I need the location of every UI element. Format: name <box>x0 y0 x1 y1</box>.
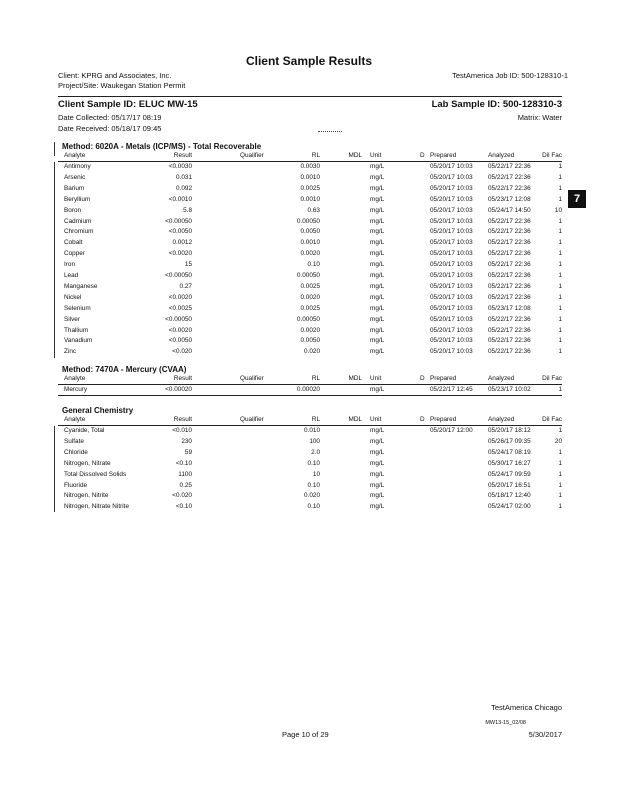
rl-cell: 0.00050 <box>296 217 320 225</box>
table-row <box>58 326 562 336</box>
unit-cell: mg/L <box>370 459 385 467</box>
footer-lab: TestAmerica Chicago <box>491 703 562 712</box>
rl-cell: 0.00050 <box>296 272 320 279</box>
rl-cell: 0.010 <box>304 427 320 434</box>
prepared-cell: 05/20/17 10:03 <box>430 348 473 356</box>
analyte-cell: Nitrogen, Nitrite <box>64 492 109 500</box>
result-cell: <0.010 <box>172 427 192 434</box>
table-row <box>58 227 562 237</box>
analyzed-cell: 05/22/17 22:36 <box>488 217 531 225</box>
analyte-cell: Selenium <box>64 304 91 312</box>
result-cell: 1100 <box>178 470 192 478</box>
result-cell: 0.092 <box>176 184 192 192</box>
prepared-cell: 05/20/17 10:03 <box>430 315 473 323</box>
result-cell: 15 <box>184 261 192 269</box>
unit-cell: mg/L <box>370 206 385 214</box>
prepared-cell: 05/20/17 10:03 <box>430 272 473 279</box>
analyte-cell: Boron <box>64 206 82 214</box>
dil-cell: 1 <box>558 195 562 203</box>
dil-cell: 1 <box>558 163 562 170</box>
page-title: Client Sample Results <box>245 54 373 68</box>
footer-code: MW13-15_02/08 <box>485 720 526 726</box>
analyte-cell: Copper <box>64 250 85 258</box>
metals-column-header: Analyte Result Qualifier RL MDL Unit D Prepared Analyzed Dil Fac <box>64 152 562 159</box>
prepared-cell: 05/20/17 10:03 <box>430 282 473 290</box>
dil-cell: 1 <box>558 448 562 456</box>
table-row <box>58 206 562 216</box>
result-cell: 0.25 <box>179 481 192 489</box>
unit-cell: mg/L <box>370 481 385 489</box>
unit-cell: mg/L <box>370 304 385 312</box>
prepared-cell: 05/20/17 10:03 <box>430 239 473 247</box>
analyte-cell: Lead <box>64 272 79 279</box>
result-cell: 0.27 <box>179 282 192 290</box>
table-row <box>58 271 562 281</box>
result-cell: 5.8 <box>183 206 192 214</box>
general-column-header: Analyte Result Qualifier RL MDL Unit D Prepared Analyzed Dil Fac <box>64 416 562 423</box>
table-row <box>58 336 562 346</box>
analyzed-cell: 05/23/17 10:02 <box>488 386 531 393</box>
unit-cell: mg/L <box>370 492 385 500</box>
table-row <box>58 502 562 512</box>
analyte-cell: Chromium <box>64 228 94 236</box>
analyzed-cell: 05/24/17 09:59 <box>488 470 531 478</box>
unit-cell: mg/L <box>370 315 385 323</box>
analyzed-cell: 05/22/17 22:36 <box>488 261 531 269</box>
prepared-cell: 05/20/17 10:03 <box>430 337 473 345</box>
prepared-cell: 05/20/17 10:03 <box>430 326 473 334</box>
footer-date: 5/30/2017 <box>528 730 562 739</box>
dil-cell: 1 <box>558 272 562 279</box>
unit-cell: mg/L <box>370 173 385 181</box>
section-tab: 7 <box>568 190 586 208</box>
table-row <box>58 162 562 172</box>
mercury-method-title: Method: 7470A - Mercury (CVAA) <box>62 365 187 374</box>
analyzed-cell: 05/22/17 22:36 <box>488 326 531 334</box>
analyzed-cell: 05/22/17 22:36 <box>488 239 531 247</box>
dil-cell: 1 <box>558 427 562 434</box>
dil-cell: 1 <box>558 304 562 312</box>
prepared-cell: 05/20/17 12:00 <box>430 427 473 434</box>
rl-cell: 0.10 <box>307 261 320 269</box>
analyte-cell: Nickel <box>64 293 82 301</box>
analyte-cell: Arsenic <box>64 173 86 181</box>
analyzed-cell: 05/26/17 09:35 <box>488 437 531 445</box>
result-cell: <0.0050 <box>168 337 192 345</box>
analyzed-cell: 05/22/17 22:36 <box>488 272 531 279</box>
analyzed-cell: 05/23/17 12:08 <box>488 304 531 312</box>
table-row <box>58 491 562 501</box>
analyzed-cell: 05/22/17 22:36 <box>488 184 531 192</box>
rl-cell: 0.0020 <box>300 326 320 334</box>
analyte-cell: Barium <box>64 184 85 192</box>
metals-method-title: Method: 6020A - Metals (ICP/MS) - Total Recoverable <box>62 142 262 151</box>
unit-cell: mg/L <box>370 250 385 258</box>
dil-cell: 1 <box>558 293 562 301</box>
dil-cell: 20 <box>554 437 562 445</box>
result-cell: <0.0050 <box>168 228 192 236</box>
result-cell: 0.0012 <box>172 239 192 247</box>
result-cell: <0.00050 <box>165 272 192 279</box>
analyzed-cell: 05/22/17 22:36 <box>488 250 531 258</box>
rl-cell: 0.0010 <box>300 195 320 203</box>
table-row <box>58 385 562 395</box>
unit-cell: mg/L <box>370 326 385 334</box>
unit-cell: mg/L <box>370 386 385 393</box>
prepared-cell: 05/20/17 10:03 <box>430 217 473 225</box>
rl-cell: 2.0 <box>311 448 320 456</box>
analyzed-cell: 05/22/17 22:36 <box>488 173 531 181</box>
dil-cell: 1 <box>558 173 562 181</box>
prepared-cell: 05/20/17 10:03 <box>430 184 473 192</box>
dil-cell: 1 <box>558 184 562 192</box>
unit-cell: mg/L <box>370 261 385 269</box>
prepared-cell: 05/20/17 10:03 <box>430 163 473 170</box>
rl-cell: 0.0025 <box>300 304 320 312</box>
general-margin-bar <box>54 426 55 512</box>
analyte-cell: Chloride <box>64 448 88 456</box>
dil-cell: 1 <box>558 348 562 356</box>
result-cell: <0.0020 <box>168 250 192 258</box>
metals-margin-bar <box>54 162 55 358</box>
prepared-cell: 05/20/17 10:03 <box>430 228 473 236</box>
unit-cell: mg/L <box>370 348 385 356</box>
analyzed-cell: 05/23/17 12:08 <box>488 195 531 203</box>
rl-cell: 0.10 <box>307 459 320 467</box>
table-row <box>58 459 562 469</box>
analyte-cell: Vanadium <box>64 337 93 345</box>
dil-cell: 1 <box>558 217 562 225</box>
analyte-cell: Mercury <box>64 386 88 393</box>
analyzed-cell: 05/18/17 12:40 <box>488 492 531 500</box>
unit-cell: mg/L <box>370 282 385 290</box>
table-row <box>58 448 562 458</box>
table-row <box>58 173 562 183</box>
table-row <box>58 437 562 447</box>
general-chemistry-title: General Chemistry <box>62 406 134 415</box>
rl-cell: 0.63 <box>307 206 320 214</box>
unit-cell: mg/L <box>370 239 385 247</box>
prepared-cell: 05/20/17 10:03 <box>430 250 473 258</box>
unit-cell: mg/L <box>370 337 385 345</box>
date-received: Date Received: 05/18/17 09:45 <box>58 124 162 133</box>
table-row <box>58 347 562 357</box>
result-cell: 230 <box>181 437 192 445</box>
result-cell: <0.00050 <box>165 315 192 323</box>
table-row <box>58 195 562 205</box>
analyzed-cell: 05/22/17 22:36 <box>488 315 531 323</box>
dil-cell: 1 <box>558 315 562 323</box>
analyte-cell: Sulfate <box>64 437 84 445</box>
unit-cell: mg/L <box>370 184 385 192</box>
dil-cell: 1 <box>558 470 562 478</box>
unit-cell: mg/L <box>370 427 385 434</box>
result-cell: <0.00020 <box>165 386 192 393</box>
prepared-cell: 05/20/17 10:03 <box>430 173 473 181</box>
footer-page: Page 10 of 29 <box>282 730 329 739</box>
rl-cell: 0.0010 <box>300 173 320 181</box>
analyzed-cell: 05/20/17 18:12 <box>488 427 531 434</box>
dil-cell: 1 <box>558 326 562 334</box>
rl-cell: 0.00020 <box>296 386 320 393</box>
analyzed-cell: 05/22/17 22:36 <box>488 337 531 345</box>
dil-cell: 1 <box>558 503 562 511</box>
prepared-cell: 05/20/17 10:03 <box>430 293 473 301</box>
result-cell: <0.0020 <box>168 326 192 334</box>
dil-cell: 1 <box>558 386 562 393</box>
analyzed-cell: 05/24/17 02:00 <box>488 503 531 511</box>
analyte-cell: Antimony <box>64 163 91 170</box>
dil-cell: 1 <box>558 261 562 269</box>
client-sample-id: Client Sample ID: ELUC MW-15 <box>58 99 198 110</box>
analyzed-cell: 05/22/17 22:36 <box>488 348 531 356</box>
table-row <box>58 260 562 270</box>
unit-cell: mg/L <box>370 437 385 445</box>
dil-cell: 1 <box>558 337 562 345</box>
unit-cell: mg/L <box>370 293 385 301</box>
analyte-cell: Cadmium <box>64 217 92 225</box>
analyte-cell: Beryllium <box>64 195 91 203</box>
prepared-cell: 05/20/17 10:03 <box>430 195 473 203</box>
rl-cell: 0.10 <box>307 503 320 511</box>
table-row <box>58 249 562 259</box>
rl-cell: 100 <box>309 437 320 445</box>
rl-cell: 0.0050 <box>300 228 320 236</box>
analyte-cell: Total Dissolved Solids <box>64 470 127 478</box>
table-row <box>58 238 562 248</box>
project-site: Project/Site: Waukegan Station Permit <box>58 81 186 90</box>
table-row <box>58 315 562 325</box>
unit-cell: mg/L <box>370 228 385 236</box>
dil-cell: 1 <box>558 481 562 489</box>
dil-cell: 1 <box>558 492 562 500</box>
rl-cell: 0.0020 <box>300 293 320 301</box>
analyte-cell: Thallium <box>64 326 89 334</box>
unit-cell: mg/L <box>370 448 385 456</box>
table-row <box>58 426 562 436</box>
analyzed-cell: 05/20/17 16:51 <box>488 481 531 489</box>
analyzed-cell: 05/22/17 22:36 <box>488 228 531 236</box>
analyte-cell: Zinc <box>64 348 77 356</box>
unit-cell: mg/L <box>370 195 385 203</box>
result-cell: <0.020 <box>172 348 192 356</box>
table-row <box>58 282 562 292</box>
dil-cell: 1 <box>558 239 562 247</box>
rl-cell: 0.0030 <box>300 163 320 170</box>
header-rule <box>58 96 562 97</box>
lab-sample-id: Lab Sample ID: 500-128310-3 <box>431 99 562 110</box>
result-cell: <0.0020 <box>168 293 192 301</box>
matrix: Matrix: Water <box>517 113 562 122</box>
analyzed-cell: 05/30/17 16:27 <box>488 459 531 467</box>
prepared-cell: 05/22/17 12:45 <box>430 386 473 393</box>
unit-cell: mg/L <box>370 503 385 511</box>
result-cell: <0.0025 <box>168 304 192 312</box>
result-cell: <0.00050 <box>165 217 192 225</box>
mercury-bottom-rule <box>58 395 562 396</box>
table-row <box>58 304 562 314</box>
table-row <box>58 293 562 303</box>
dil-cell: 1 <box>558 228 562 236</box>
margin-bar <box>54 142 55 156</box>
dil-cell: 1 <box>558 282 562 290</box>
rl-cell: 0.0025 <box>300 282 320 290</box>
dil-cell: 10 <box>554 206 562 214</box>
result-cell: <0.10 <box>175 459 192 467</box>
prepared-cell: 05/20/17 10:03 <box>430 206 473 214</box>
rl-cell: 0.0025 <box>300 184 320 192</box>
table-row <box>58 184 562 194</box>
unit-cell: mg/L <box>370 217 385 225</box>
mercury-column-header: Analyte Result Qualifier RL MDL Unit D Prepared Analyzed Dil Fac <box>64 375 562 382</box>
table-row <box>58 470 562 480</box>
analyzed-cell: 05/24/17 14:50 <box>488 206 531 214</box>
rl-cell: 0.0010 <box>300 239 320 247</box>
unit-cell: mg/L <box>370 272 385 279</box>
rl-cell: 0.10 <box>307 481 320 489</box>
result-cell: <0.0010 <box>168 195 192 203</box>
analyte-cell: Cyanide, Total <box>64 427 105 434</box>
rl-cell: 0.00050 <box>296 315 320 323</box>
unit-cell: mg/L <box>370 163 385 170</box>
result-cell: 59 <box>184 448 192 456</box>
rl-cell: 10 <box>312 470 320 478</box>
analyte-cell: Cobalt <box>64 239 83 247</box>
job-id: TestAmerica Job ID: 500-128310-1 <box>452 71 568 80</box>
rl-cell: 0.020 <box>304 492 320 500</box>
analyte-cell: Silver <box>64 315 80 323</box>
result-cell: <0.020 <box>172 492 192 500</box>
client-name: Client: KPRG and Associates, Inc. <box>58 71 172 80</box>
table-row <box>58 481 562 491</box>
dil-cell: 1 <box>558 459 562 467</box>
prepared-cell: 05/20/17 10:03 <box>430 304 473 312</box>
dotted-mark <box>318 131 342 132</box>
dil-cell: 1 <box>558 250 562 258</box>
analyzed-cell: 05/22/17 22:36 <box>488 282 531 290</box>
date-collected: Date Collected: 05/17/17 08:19 <box>58 113 162 122</box>
prepared-cell: 05/20/17 10:03 <box>430 261 473 269</box>
analyzed-cell: 05/22/17 22:36 <box>488 293 531 301</box>
analyte-cell: Nitrogen, Nitrate Nitrite <box>64 503 129 511</box>
analyte-cell: Fluoride <box>64 481 88 489</box>
result-cell: <0.10 <box>175 503 192 511</box>
analyzed-cell: 05/22/17 22:36 <box>488 163 531 170</box>
table-row <box>58 217 562 227</box>
rl-cell: 0.020 <box>304 348 320 356</box>
analyte-cell: Manganese <box>64 282 98 290</box>
analyte-cell: Nitrogen, Nitrate <box>64 459 111 467</box>
rl-cell: 0.0020 <box>300 250 320 258</box>
rl-cell: 0.0050 <box>300 337 320 345</box>
analyte-cell: Iron <box>64 261 76 269</box>
analyzed-cell: 05/24/17 08:19 <box>488 448 531 456</box>
result-cell: <0.0030 <box>168 163 192 170</box>
result-cell: 0.031 <box>176 173 192 181</box>
unit-cell: mg/L <box>370 470 385 478</box>
